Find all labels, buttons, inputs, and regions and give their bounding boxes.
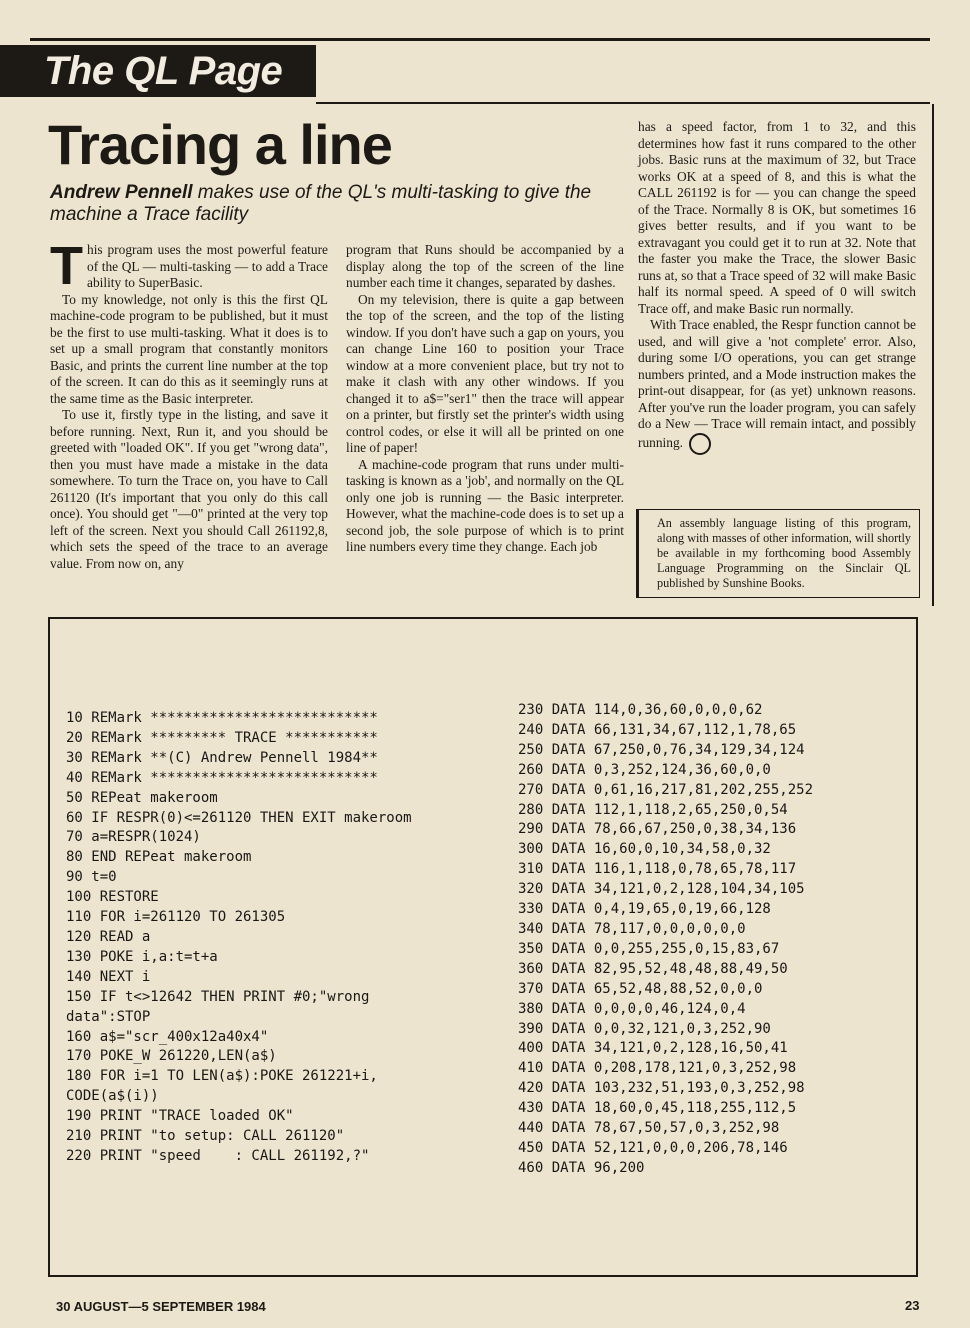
- paragraph: program that Runs should be accompanied by a display along the top of the screen of the line number each time it changes, separated by dashes.: [346, 242, 624, 290]
- boxed-note: An assembly language listing of this program, along with masses of other information, will shortly be available in my forthcoming bood Assembly Language Programming on the Sinclair QL published by Sunshine Books.: [636, 509, 920, 598]
- code-line: 330 DATA 0,4,19,65,0,19,66,128: [518, 901, 771, 918]
- listing-right-column: [518, 701, 908, 1179]
- code-line: 40 REMark ***************************: [66, 769, 378, 786]
- code-line: 300 DATA 16,60,0,10,34,58,0,32: [518, 841, 771, 858]
- code-line: 290 DATA 78,66,67,250,0,38,34,136: [518, 821, 797, 838]
- top-rule: [30, 38, 930, 41]
- code-line: 160 a$="scr_400x12a40x4": [66, 1028, 269, 1045]
- paragraph: This program uses the most powerful feature of the QL — multi-tasking — to add a Trace ability to SuperBasic.: [50, 236, 328, 296]
- code-line: 370 DATA 65,52,48,88,52,0,0,0: [518, 980, 763, 997]
- code-line: 180 FOR i=1 TO LEN(a$):POKE 261221+i, CODE(a$(i)): [66, 1068, 378, 1105]
- end-mark-icon: [689, 433, 711, 455]
- listing-left-column: [66, 709, 506, 1167]
- code-line: 30 REMark **(C) Andrew Pennell 1984**: [66, 749, 378, 766]
- standfirst-text: makes use of the QL's multi-tasking to give the machine a Trace facility: [50, 182, 592, 225]
- page-number: 23: [905, 1298, 920, 1313]
- code-line: 280 DATA 112,1,118,2,65,250,0,54: [518, 801, 788, 818]
- code-line: 20 REMark ********* TRACE ***********: [66, 729, 378, 746]
- paragraph: A machine-code program that runs under multi-tasking is known as a 'job', and normally on the QL only one job is running — the Basic interpreter. However, what the machine-code does is to set up a second job, the sole purpose of which is to print line numbers every time they change. Each job: [346, 456, 624, 554]
- body-column-2: [346, 242, 624, 556]
- code-line: 80 END REPeat makeroom: [66, 849, 252, 866]
- code-line: 360 DATA 82,95,52,48,48,88,49,50: [518, 960, 788, 977]
- code-line: 380 DATA 0,0,0,0,46,124,0,4: [518, 1000, 746, 1017]
- issue-date: 30 AUGUST—5 SEPTEMBER 1984: [56, 1299, 266, 1314]
- code-line: 430 DATA 18,60,0,45,118,255,112,5: [518, 1100, 797, 1117]
- paragraph: On my television, there is quite a gap between the top of the screen, and the top of the listing window. If you don't have such a gap on yours, you can change Line 160 to position your Trace window at a more convenient place, but try not to make it clash with any other windows. If you changed it to a$="ser1" then the trace will appear on a printer, but firstly set the printer's width using control codes, or else it will all be printed on one line of paper!: [346, 291, 624, 455]
- code-line: 250 DATA 67,250,0,76,34,129,34,124: [518, 741, 805, 758]
- code-line: 70 a=RESPR(1024): [66, 829, 201, 846]
- paragraph: To my knowledge, not only is this the first QL machine-code program to be published, but it must be the first to use multi-tasking. What it does is to set up a small program that constantly monitors Basic, and prints the current line number at the top of the screen. It can do this as it seemingly runs at the same time as the Basic interpreter.: [50, 291, 328, 406]
- code-line: 420 DATA 103,232,51,193,0,3,252,98: [518, 1080, 805, 1097]
- body-column-1: [50, 236, 328, 572]
- code-line: 270 DATA 0,61,16,217,81,202,255,252: [518, 781, 814, 798]
- code-line: 170 POKE_W 261220,LEN(a$): [66, 1048, 277, 1065]
- code-line: 210 PRINT "to setup: CALL 261120": [66, 1128, 345, 1145]
- code-line: 130 POKE i,a:t=t+a: [66, 948, 218, 965]
- code-line: 320 DATA 34,121,0,2,128,104,34,105: [518, 881, 805, 898]
- code-line: 390 DATA 0,0,32,121,0,3,252,90: [518, 1020, 771, 1037]
- paragraph: With Trace enabled, the Respr function cannot be used, and will give a 'not complete' error. Also, during some I/O operations, you can get strange numbers printed, and a Mode instruction makes the print-out disappear, for (as yet) unknown reasons. After you've run the loader program, you can safely do a New — Trace will remain intact, and possibly running.: [638, 317, 916, 455]
- code-line: 140 NEXT i: [66, 968, 151, 985]
- code-line: 340 DATA 78,117,0,0,0,0,0,0: [518, 920, 746, 937]
- code-line: 410 DATA 0,208,178,121,0,3,252,98: [518, 1060, 797, 1077]
- code-line: 450 DATA 52,121,0,0,0,206,78,146: [518, 1139, 788, 1156]
- paragraph: To use it, firstly type in the listing, and save it before running. Next, Run it, and you should be greeted with "loaded OK". If you get "wrong data", then you must have made a mistake in the data somewhere. To turn the Trace on, you have to Call 261120 (It's important that you only do this call once). You should get "—0" printed at the very top left of the screen. Next you should Call 261192,8, which sets the speed of the trace to an average value. From now on, any: [50, 407, 328, 571]
- code-line: 100 RESTORE: [66, 889, 159, 906]
- code-line: 120 READ a: [66, 928, 151, 945]
- code-line: 240 DATA 66,131,34,67,112,1,78,65: [518, 721, 797, 738]
- body-column-3: [638, 119, 916, 455]
- paragraph: has a speed factor, from 1 to 32, and this determines how fast it runs compared to the other jobs. Basic runs at the maximum of 32, but Trace works OK at a speed of 8, and this is what the CALL 261192 is for — you can change the speed of the Trace. Normally 8 is OK, but sometimes 16 gives better results, and if you want to be extravagant you could get it to run at 32. Note that the faster you make the Trace, the slower Basic runs at, so that a Trace speed of 32 will make Basic half its normal speed. A speed of 0 will switch Trace off, and make Basic run normally.: [638, 119, 916, 316]
- drop-cap: T: [50, 236, 83, 296]
- code-line: 310 DATA 116,1,118,0,78,65,78,117: [518, 861, 797, 878]
- code-line: 10 REMark ***************************: [66, 710, 378, 726]
- code-line: 150 IF t<>12642 THEN PRINT #0;"wrong data":STOP: [66, 988, 370, 1025]
- code-line: 440 DATA 78,67,50,57,0,3,252,98: [518, 1120, 780, 1137]
- column-rule: [932, 104, 934, 606]
- code-line: 350 DATA 0,0,255,255,0,15,83,67: [518, 940, 780, 957]
- header-rule: [316, 102, 930, 104]
- code-line: 400 DATA 34,121,0,2,128,16,50,41: [518, 1040, 788, 1057]
- code-line: 60 IF RESPR(0)<=261120 THEN EXIT makeroom: [66, 809, 412, 826]
- code-line: 220 PRINT "speed : CALL 261192,?": [66, 1147, 370, 1164]
- code-line: 230 DATA 114,0,36,60,0,0,0,62: [518, 702, 763, 718]
- code-line: 110 FOR i=261120 TO 261305: [66, 909, 286, 926]
- section-banner: The QL Page: [0, 45, 316, 97]
- code-line: 260 DATA 0,3,252,124,36,60,0,0: [518, 761, 771, 778]
- code-line: 50 REPeat makeroom: [66, 789, 218, 806]
- code-line: 190 PRINT "TRACE loaded OK": [66, 1108, 294, 1125]
- code-line: 460 DATA 96,200: [518, 1159, 645, 1176]
- standfirst: [50, 182, 620, 226]
- article-headline: Tracing a line: [48, 113, 392, 176]
- code-line: 90 t=0: [66, 869, 117, 886]
- standfirst-author: Andrew Pennell: [50, 182, 193, 203]
